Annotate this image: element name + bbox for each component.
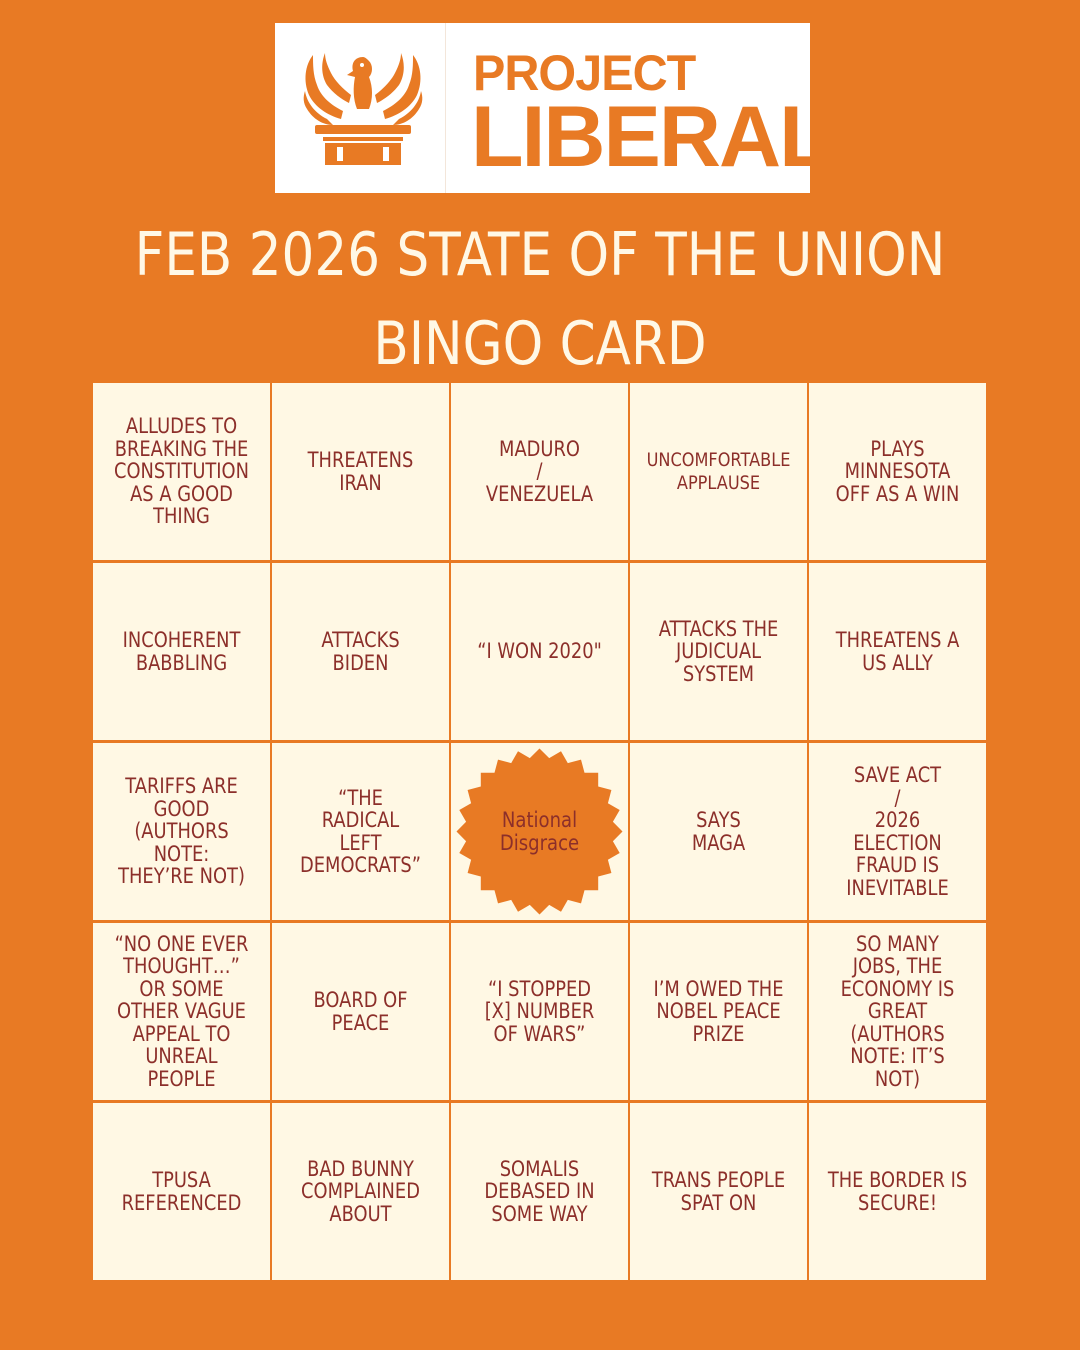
bingo-cell-label: “NO ONE EVER THOUGHT…” OR SOME OTHER VAGUE APPEAL TO UNREAL PEOPLE (114, 931, 249, 1091)
bingo-grid (93, 383, 987, 1281)
bingo-cell-label: BAD BUNNY COMPLAINED ABOUT (301, 1156, 420, 1226)
bingo-cell-r1c4 (630, 383, 807, 560)
bingo-cell-label: MADURO / VENEZUELA (485, 436, 594, 506)
bingo-free-space (451, 743, 628, 920)
bingo-cell-r2c5 (809, 563, 986, 740)
bingo-cell-label: THREATENS A US ALLY (835, 628, 960, 675)
bingo-cell-label: TPUSA REFERENCED (121, 1168, 242, 1215)
bingo-cell-r4c1 (93, 923, 270, 1100)
bingo-cell-r1c5 (809, 383, 986, 560)
bingo-cell-r1c1 (93, 383, 270, 560)
page-title-line-1: FEB 2026 STATE OF THE UNION (134, 220, 946, 290)
bingo-cell-r4c2 (272, 923, 449, 1100)
bingo-cell-r5c1 (93, 1103, 270, 1280)
logo-text-project: PROJECT (473, 45, 696, 101)
bingo-cell-r2c2 (272, 563, 449, 740)
bingo-cell-r2c1 (93, 563, 270, 740)
logo-divider (445, 23, 446, 193)
bingo-cell-r5c5 (809, 1103, 986, 1280)
bingo-cell-label: SOMALIS DEBASED IN SOME WAY (484, 1156, 595, 1226)
bingo-cell-label: ATTACKS THE JUDICUAL SYSTEM (658, 616, 779, 686)
bingo-cell-r3c5 (809, 743, 986, 920)
bingo-cell-r1c2 (272, 383, 449, 560)
bingo-cell-r2c3 (451, 563, 628, 740)
bingo-cell-r4c4 (630, 923, 807, 1100)
bingo-cell-label: ALLUDES TO BREAKING THE CONSTITUTION AS A GOOD THING (114, 414, 249, 529)
bingo-cell-r3c1 (93, 743, 270, 920)
bingo-cell-label: PLAYS MINNESOTA OFF AS A WIN (835, 436, 960, 506)
bingo-cell-r3c4 (630, 743, 807, 920)
bingo-cell-label: “THE RADICAL LEFT DEMOCRATS” (300, 785, 421, 877)
bingo-cell-r3c2 (272, 743, 449, 920)
logo (275, 23, 830, 193)
bingo-cell-r4c3 (451, 923, 628, 1100)
bingo-cell-label: ATTACKS BIDEN (321, 628, 400, 675)
bingo-cell-r5c3 (451, 1103, 628, 1280)
bingo-cell-label: SAYS MAGA (691, 808, 746, 855)
bingo-cell-label: SO MANY JOBS, THE ECONOMY IS GREAT (AUTHORS NOTE: IT’S NOT) (840, 931, 955, 1091)
bingo-cell-r1c3 (451, 383, 628, 560)
phoenix-emblem-icon (303, 51, 423, 165)
bingo-cell-label: “I WON 2020" (477, 639, 602, 664)
page-title-line-2: BINGO CARD (373, 309, 707, 379)
bingo-cell-label: “I STOPPED [X] NUMBER OF WARS” (484, 976, 595, 1046)
bingo-cell-r4c5 (809, 923, 986, 1100)
bingo-cell-label: TRANS PEOPLE SPAT ON (651, 1168, 786, 1215)
logo-text-liberal: LIBERAL (471, 89, 830, 185)
bingo-cell-label: INCOHERENT BABBLING (122, 628, 241, 675)
bingo-cell-label: I’M OWED THE NOBEL PEACE PRIZE (653, 976, 784, 1046)
bingo-cell-r5c4 (630, 1103, 807, 1280)
free-space-label: National Disgrace (499, 808, 580, 855)
bingo-cell-r2c4 (630, 563, 807, 740)
bingo-cell-label: UNCOMFORTABLE APPLAUSE (646, 449, 791, 494)
bingo-cell-label: SAVE ACT / 2026 ELECTION FRAUD IS INEVITABLE (846, 763, 949, 900)
bingo-cell-label: THREATENS IRAN (307, 448, 414, 495)
bingo-cell-label: THE BORDER IS SECURE! (827, 1168, 968, 1215)
bingo-cell-label: TARIFFS ARE GOOD (AUTHORS NOTE: THEY’RE NOT) (118, 774, 245, 889)
bingo-cell-label: BOARD OF PEACE (313, 988, 408, 1035)
bingo-cell-r5c2 (272, 1103, 449, 1280)
